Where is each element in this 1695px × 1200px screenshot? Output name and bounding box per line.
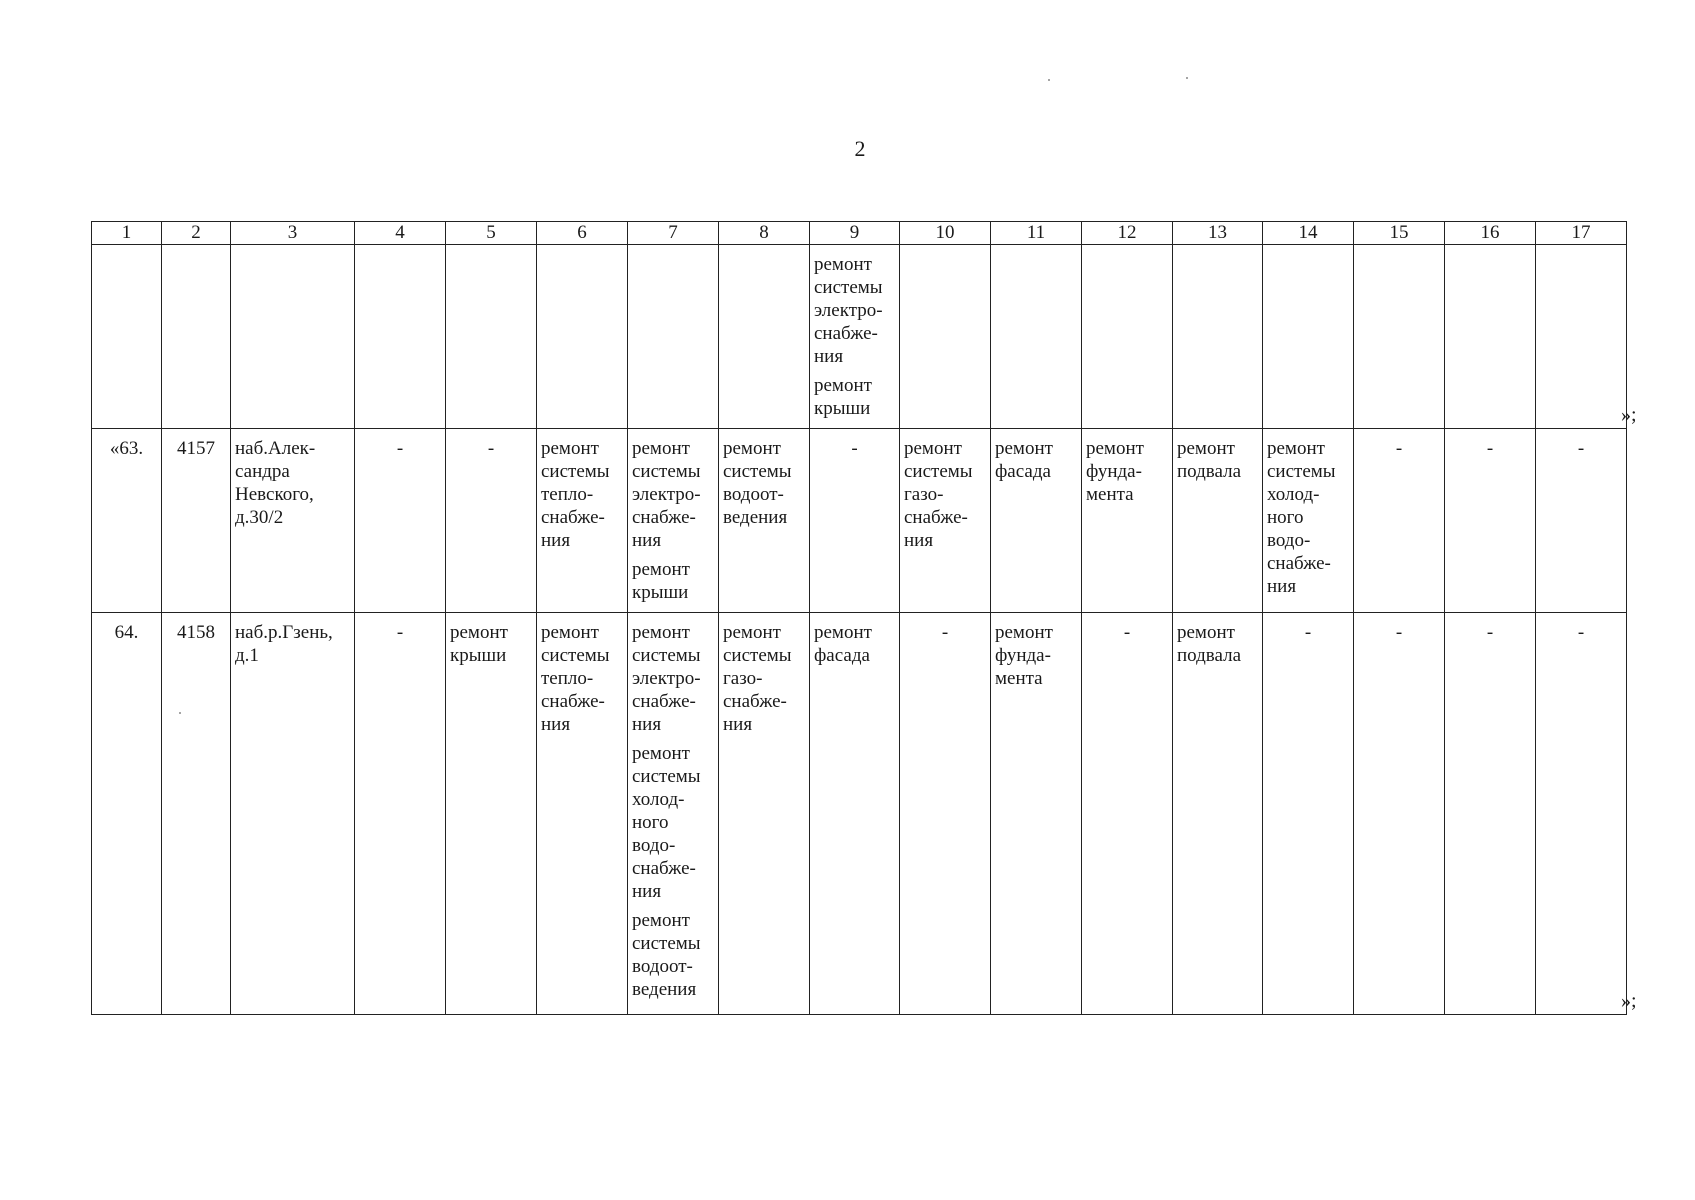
- table-cell-col-3: [231, 245, 355, 429]
- table-cell-col-17: [1536, 429, 1627, 613]
- cell-entry: ремонт системы электро-снабже-ния: [814, 254, 883, 367]
- cell-entry: ремонт системы электро-снабже-ния: [632, 622, 701, 735]
- table-cell-col-16: [1445, 613, 1536, 1015]
- table-cell-col-10: [900, 429, 991, 613]
- table-cell-col-16: [1445, 245, 1536, 429]
- scan-speck: [179, 712, 181, 714]
- cell-entry: «63.: [109, 438, 144, 459]
- empty-dash: -: [941, 622, 949, 643]
- table-cell-col-2: [162, 613, 231, 1015]
- table-cell-col-13: [1173, 245, 1263, 429]
- column-header-14: 14: [1263, 222, 1354, 245]
- table-cell-col-9: [810, 245, 900, 429]
- empty-dash: -: [396, 622, 404, 643]
- table-cell-col-7: [628, 245, 719, 429]
- cell-entry: 4157: [177, 438, 215, 459]
- column-header-7: 7: [628, 222, 719, 245]
- table-cell-col-6: [537, 429, 628, 613]
- empty-dash: -: [396, 438, 404, 459]
- empty-dash: -: [1395, 438, 1403, 459]
- empty-dash: -: [1486, 438, 1494, 459]
- table-cell-col-1: [92, 245, 162, 429]
- table-cell-col-12: [1082, 613, 1173, 1015]
- cell-entry: ремонт системы электро-снабже-ния: [632, 438, 701, 551]
- table-cell-col-5: [446, 245, 537, 429]
- cell-entry: ремонт подвала: [1177, 622, 1242, 666]
- empty-dash: -: [1577, 438, 1585, 459]
- column-header-4: 4: [355, 222, 446, 245]
- column-header-1: 1: [92, 222, 162, 245]
- cell-entry: ремонт системы газо-снабже-ния: [904, 438, 973, 551]
- column-header-10: 10: [900, 222, 991, 245]
- cell-entry: ремонт подвала: [1177, 438, 1242, 482]
- table-cell-col-2: [162, 429, 231, 613]
- table-cell-col-4: [355, 245, 446, 429]
- cell-entry: ремонт системы холод-ного водо-снабже-ния: [1267, 438, 1336, 597]
- column-header-5: 5: [446, 222, 537, 245]
- column-number-row: [92, 222, 1627, 245]
- table-cell-col-10: [900, 613, 991, 1015]
- empty-dash: -: [1395, 622, 1403, 643]
- table-cell-col-8: [719, 245, 810, 429]
- table-body: [92, 245, 1627, 1015]
- table-cell-col-16: [1445, 429, 1536, 613]
- table-cell-col-12: [1082, 245, 1173, 429]
- table-row: [92, 429, 1627, 613]
- table-cell-col-1: [92, 613, 162, 1015]
- cell-entry: ремонт крыши: [632, 559, 690, 603]
- cell-entry: ремонт крыши: [814, 375, 872, 419]
- row-closing-quote: »;: [1621, 404, 1637, 426]
- column-header-13: 13: [1173, 222, 1263, 245]
- empty-dash: -: [1304, 622, 1312, 643]
- cell-entry: ремонт системы холод-ного водо-снабже-ния: [632, 743, 701, 902]
- table-cell-col-11: [991, 245, 1082, 429]
- column-header-2: 2: [162, 222, 231, 245]
- cell-entry: ремонт фасада: [814, 622, 872, 666]
- table-cell-col-9: [810, 429, 900, 613]
- table-cell-col-14: [1263, 245, 1354, 429]
- table-cell-col-7: [628, 613, 719, 1015]
- table-cell-col-3: [231, 613, 355, 1015]
- table-cell-col-5: [446, 429, 537, 613]
- table-cell-col-15: [1354, 429, 1445, 613]
- table-cell-col-11: [991, 429, 1082, 613]
- cell-entry: ремонт фасада: [995, 438, 1053, 482]
- table-cell-col-6: [537, 613, 628, 1015]
- cell-entry: 64.: [114, 622, 139, 643]
- cell-entry: ремонт системы водоот-ведения: [632, 910, 701, 1000]
- cell-entry: наб.р.Гзень, д.1: [235, 622, 333, 666]
- column-header-6: 6: [537, 222, 628, 245]
- cell-entry: ремонт фунда-мента: [1086, 438, 1144, 505]
- table-cell-col-7: [628, 429, 719, 613]
- table-cell-col-15: [1354, 245, 1445, 429]
- empty-dash: -: [1123, 622, 1131, 643]
- empty-dash: -: [1577, 622, 1585, 643]
- table-cell-col-14: [1263, 429, 1354, 613]
- table-cell-col-14: [1263, 613, 1354, 1015]
- table-cell-col-15: [1354, 613, 1445, 1015]
- cell-entry: ремонт системы тепло-снабже-ния: [541, 438, 610, 551]
- table-cell-col-2: [162, 245, 231, 429]
- column-header-16: 16: [1445, 222, 1536, 245]
- table-cell-col-8: [719, 429, 810, 613]
- table-row: [92, 245, 1627, 429]
- column-header-8: 8: [719, 222, 810, 245]
- table-cell-col-8: [719, 613, 810, 1015]
- table-cell-col-13: [1173, 613, 1263, 1015]
- table-cell-col-17: [1536, 245, 1627, 429]
- table-cell-col-11: [991, 613, 1082, 1015]
- empty-dash: -: [1486, 622, 1494, 643]
- column-header-17: 17: [1536, 222, 1627, 245]
- column-header-12: 12: [1082, 222, 1173, 245]
- column-header-9: 9: [810, 222, 900, 245]
- scan-speck: [1048, 79, 1050, 81]
- column-header-3: 3: [231, 222, 355, 245]
- table-cell-col-4: [355, 429, 446, 613]
- cell-entry: ремонт системы тепло-снабже-ния: [541, 622, 610, 735]
- cell-entry: наб.Алек-сандра Невского, д.30/2: [235, 438, 316, 528]
- page-number: 2: [854, 136, 866, 161]
- scan-speck: [1186, 77, 1188, 79]
- row-closing-quote: »;: [1621, 990, 1637, 1012]
- empty-dash: -: [851, 438, 858, 459]
- empty-dash: -: [487, 438, 495, 459]
- table-cell-col-4: [355, 613, 446, 1015]
- table-cell-col-1: [92, 429, 162, 613]
- cell-entry: 4158: [177, 622, 215, 643]
- table-cell-col-12: [1082, 429, 1173, 613]
- table-cell-col-17: [1536, 613, 1627, 1015]
- table-cell-col-9: [810, 613, 900, 1015]
- table-cell-col-5: [446, 613, 537, 1015]
- table-cell-col-13: [1173, 429, 1263, 613]
- table-row: [92, 613, 1627, 1015]
- table-cell-col-10: [900, 245, 991, 429]
- column-header-15: 15: [1354, 222, 1445, 245]
- column-header-11: 11: [991, 222, 1082, 245]
- repair-schedule-table: [91, 221, 1627, 1015]
- cell-entry: ремонт крыши: [450, 622, 508, 666]
- table-cell-col-3: [231, 429, 355, 613]
- table-cell-col-6: [537, 245, 628, 429]
- cell-entry: ремонт фунда-мента: [995, 622, 1053, 689]
- cell-entry: ремонт системы водоот-ведения: [723, 438, 792, 528]
- cell-entry: ремонт системы газо-снабже-ния: [723, 622, 792, 735]
